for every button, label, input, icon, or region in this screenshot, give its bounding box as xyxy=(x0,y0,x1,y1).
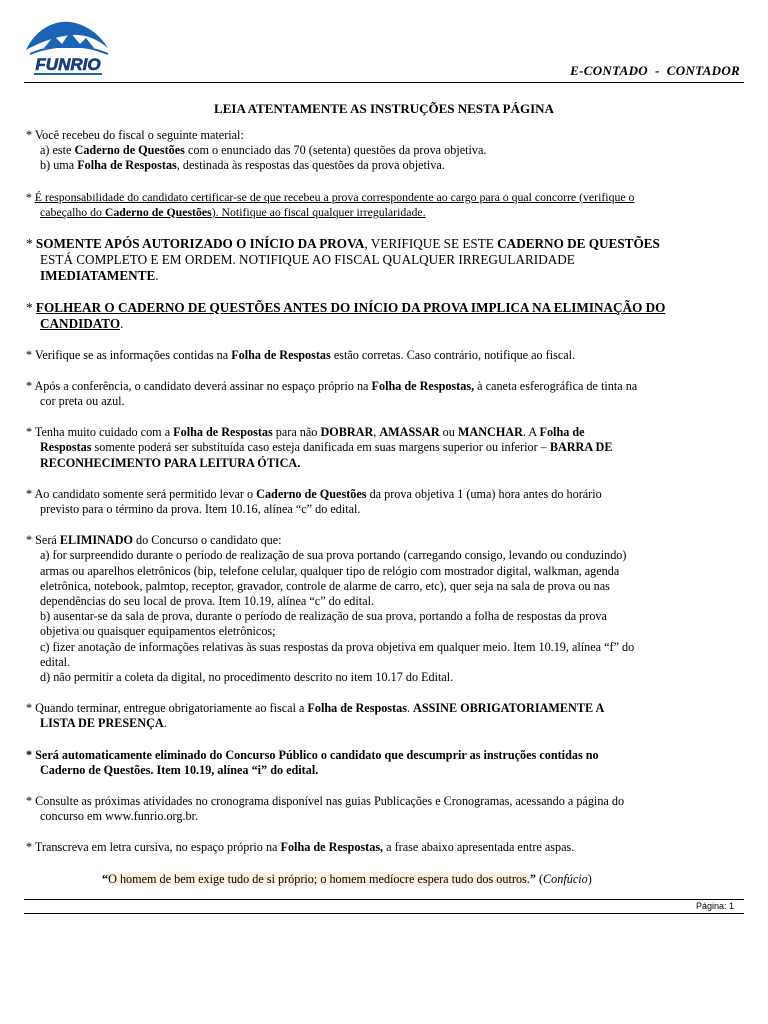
instructions-heading: LEIA ATENTAMENTE AS INSTRUÇÕES NESTA PÁGINA xyxy=(214,101,554,116)
instruction-line: eletrônica, notebook, palmtop, receptor, gravador, controle de alarme de carro, etc), quer seja na sala de prova ou nas xyxy=(40,578,610,593)
instruction-line: * Após a conferência, o candidato deverá assinar no espaço próprio na Folha de Respostas, à caneta esferográfica de tinta na xyxy=(26,378,638,393)
instruction-paragraph xyxy=(26,425,742,471)
quote-line: “O homem de bem exige tudo de si próprio; o homem medíocre espera tudo dos outros.” (Confúcio) xyxy=(102,871,592,886)
instruction-list xyxy=(26,128,742,856)
instruction-paragraph xyxy=(26,794,742,824)
instruction-line: LISTA DE PRESENÇA. xyxy=(40,716,167,731)
instruction-line: objetiva ou quaisquer equipamentos eletrônicos; xyxy=(40,624,276,639)
instruction-line: * É responsabilidade do candidato certificar-se de que recebeu a prova correspondente ao cargo para o qual concorre (verifique o xyxy=(26,189,635,204)
footer-rule xyxy=(24,899,744,900)
instruction-line: * Você recebeu do fiscal o seguinte material: xyxy=(26,128,244,142)
instruction-line: b) ausentar-se da sala de prova, durante o período de realização de sua prova, portando a folha de respostas da prova xyxy=(40,609,607,624)
instruction-line: * SOMENTE APÓS AUTORIZADO O INÍCIO DA PROVA, VERIFIQUE SE ESTE CADERNO DE QUESTÕES xyxy=(26,235,660,251)
instruction-paragraph xyxy=(26,379,742,409)
instruction-paragraph xyxy=(26,236,742,284)
instruction-paragraph xyxy=(26,348,742,363)
instruction-paragraph xyxy=(26,190,742,220)
instruction-line: previsto para o término da prova. Item 10.16, alínea “c” do edital. xyxy=(40,502,361,517)
instruction-line: * Quando terminar, entregue obrigatoriamente ao fiscal a Folha de Respostas. ASSINE OBRIGATORIAMENTE A xyxy=(26,701,605,716)
instruction-paragraph xyxy=(26,487,742,517)
page-number: Página: 1 xyxy=(695,901,734,911)
quote-close-mark: ” xyxy=(529,871,536,886)
footer-rule-lower xyxy=(24,913,744,914)
quote-author: Confúcio xyxy=(543,871,588,886)
instruction-line: dependências do seu local de prova. Item 10.19, alínea “c” do edital. xyxy=(40,594,375,609)
exam-title: E-CONTADO - CONTADOR xyxy=(570,63,740,78)
header-rule xyxy=(24,82,744,83)
instruction-line: Respostas somente poderá ser substituída caso esteja danificada em suas margens superior ou inferior – BARRA DE xyxy=(40,440,613,455)
instruction-line: RECONHECIMENTO PARA LEITURA ÓTICA. xyxy=(40,455,301,470)
instruction-line: * Transcreva em letra cursiva, no espaço próprio na Folha de Respostas, a frase abaixo apresentada entre aspas. xyxy=(26,840,575,855)
instruction-line: concurso em www.funrio.org.br. xyxy=(40,809,199,824)
instruction-line: * Verifique se as informações contidas na Folha de Respostas estão corretas. Caso contrário, notifique ao fiscal. xyxy=(26,347,576,362)
instructions-body xyxy=(26,128,742,887)
instruction-line: cabeçalho do Caderno de Questões). Notifique ao fiscal qualquer irregularidade. xyxy=(40,204,426,219)
quote-text: O homem de bem exige tudo de si próprio; o homem medíocre espera tudo dos outros. xyxy=(108,871,530,886)
instruction-paragraph xyxy=(26,748,742,778)
instruction-line: CANDIDATO. xyxy=(40,315,124,331)
instruction-line: a) for surpreendido durante o período de realização de sua prova portando (carregando consigo, levando ou conduzindo) xyxy=(40,548,627,563)
instruction-paragraph xyxy=(26,840,742,855)
instruction-line: * Consulte as próximas atividades no cronograma disponível nas guias Publicações e Cronogramas, acessando a página do xyxy=(26,794,625,809)
svg-text:FUNRIO: FUNRIO xyxy=(35,55,101,74)
instruction-paragraph xyxy=(26,128,742,174)
instruction-line: b) uma Folha de Respostas, destinada às respostas das questões da prova objetiva. xyxy=(40,158,445,173)
instruction-line: * Será ELIMINADO do Concurso o candidato que: xyxy=(26,533,282,548)
quote-open-mark: “ xyxy=(102,871,109,886)
funrio-logo xyxy=(22,14,114,80)
instruction-line: * Tenha muito cuidado com a Folha de Respostas para não DOBRAR, AMASSAR ou MANCHAR. A Folha de xyxy=(26,425,585,440)
instruction-line: edital. xyxy=(40,654,71,669)
instruction-line: * FOLHEAR O CADERNO DE QUESTÕES ANTES DO INÍCIO DA PROVA IMPLICA NA ELIMINAÇÃO DO xyxy=(26,299,666,315)
instruction-line: a) este Caderno de Questões com o enunciado das 70 (setenta) questões da prova objetiva. xyxy=(40,143,487,158)
instruction-line: * Será automaticamente eliminado do Concurso Público o candidato que descumprir as instruções contidas no xyxy=(26,747,599,762)
instruction-line: armas ou aparelhos eletrônicos (bip, telefone celular, qualquer tipo de relógio com mostrador digital, walkman, agenda xyxy=(40,563,620,578)
instruction-line: d) não permitir a coleta da digital, no procedimento descrito no item 10.17 do Edital. xyxy=(40,670,454,685)
instruction-paragraph xyxy=(26,533,742,685)
instruction-line: * Ao candidato somente será permitido levar o Caderno de Questões da prova objetiva 1 (uma) hora antes do horário xyxy=(26,486,602,501)
instruction-line: ESTÁ COMPLETO E EM ORDEM. NOTIFIQUE AO FISCAL QUALQUER IRREGULARIDADE xyxy=(40,251,575,267)
instruction-line: Caderno de Questões. Item 10.19, alínea “i” do edital. xyxy=(40,762,319,777)
instruction-line: c) fizer anotação de informações relativas às suas respostas da prova objetiva em qualquer meio. Item 10.19, alínea “f” do xyxy=(40,639,635,654)
instruction-paragraph xyxy=(26,300,742,332)
instruction-line: cor preta ou azul. xyxy=(40,394,125,409)
instruction-paragraph xyxy=(26,701,742,731)
instruction-line: IMEDIATAMENTE. xyxy=(40,267,159,283)
